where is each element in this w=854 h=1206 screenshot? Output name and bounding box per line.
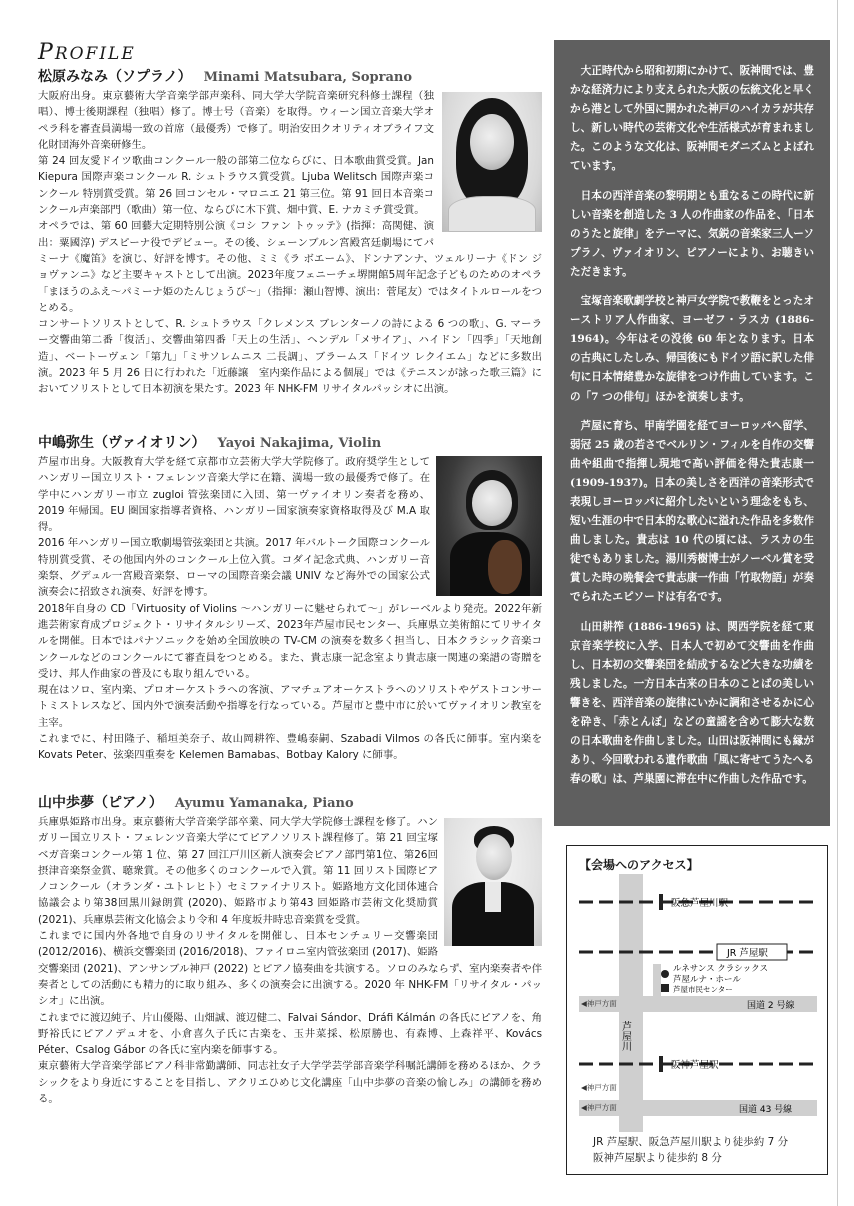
artist-name-jp: 中嶋弥生（ヴァイオリン）: [38, 435, 206, 451]
side-road: [653, 964, 661, 996]
bio-paragraph: コンサートソリストとして、R. シュトラウス「クレメンス ブレンターノの詩による 6 つの歌」、G. マーラー交響曲第二番「復活」、交響曲第四番「天上の生活」、ヘンデル「メサイア」、ハイドン「四季」「天地創造」、ベートーヴェン「第九」「ミサソレムニス 二長調」、ブラームス「ドイツ レクイエム」などに多数出演。2023 年 5 月 26 日に行われた「近藤譲 室内楽作品による個展」では《テニスンが詠った歌三篇》においてソリストとして日本初演を果たす。2023 年 NHK-FM リサイタルパッシオに出演。: [38, 318, 542, 396]
heading-cap: P: [38, 40, 55, 65]
violin-photo: [436, 456, 542, 596]
artist-name-line: [38, 432, 542, 454]
bio-paragraph: 2016 年ハンガリー国立歌劇場管弦楽団と共演。2017 年バルトーク国際コンクール特別賞受賞、その他国内外のコンクール上位入賞。コダイ記念式典、ハンガリー音楽祭、グデュル一宮殿音楽祭、ローマの国際音楽会議 UNIV など海外での国家公式演奏会に招致され演奏、好評を博す。: [38, 537, 430, 599]
route2-label: 国道 2 号線: [747, 1001, 795, 1011]
bio-paragraph: これまでに国内外各地で自身のリサイタルを開催し、日本センチュリー交響楽団 (2012/2016)、横浜交響楽団 (2016/2018)、ファイロニ室内管弦楽団 (2017)、姫路交響楽団 (2021)、アンサンブル神戸 (2022) とピアノ協奏曲を共演する。ソロのみならず、室内楽奏者や伴奏者としての活動にも精力的に取り組み、多くの演奏会に出演する。2020 年 NHK-FM「リサイタル・パッシオ」に出演。: [38, 930, 542, 1008]
river-label: 芦屋川: [619, 1021, 631, 1051]
center-marker: [661, 984, 669, 992]
panel-paragraph: 日本の西洋音楽の黎明期とも重なるこの時代に新しい音楽を創造した 3 人の作曲家の作品を、「日本のうたと旋律」をテーマに、気鋭の音楽家三人ーソプラノ、ヴァイオリン、ピアノーにより、お聴きいただきます。: [570, 189, 814, 278]
panel-paragraph: 芦屋に育ち、甲南学園を経てヨーロッパへ留学、弱冠 25 歳の若さでベルリン・フィルを自作の交響曲や組曲で指揮し現地で高い評価を得た貴志康一 (1909-1937)。日本の美しさを西洋の音楽形式で表現しヨーロッパに紹介したいという理念をもち、短い生涯の中で日本的な歌心に溢れた作品を多数作曲しました。貴志は 10 代の頃には、ラスカの生徒でもありました。湯川秀樹博士がノーベル賞を受賞した時の晩餐会で貴志康一作曲「竹取物語」が奏でられたエピソードは有名です。: [570, 419, 814, 604]
artist-name-en: Yayoi Nakajima, Violin: [217, 436, 382, 451]
artist-piano: [38, 792, 542, 1152]
soprano-photo: [442, 92, 542, 232]
kobe-direction-label: ◀神戸方面: [581, 1083, 617, 1092]
hanshin-station-marker: [659, 1056, 663, 1072]
hankyu-station-label: 阪急芦屋川駅: [671, 898, 729, 909]
artist-name-jp: 松原みなみ（ソプラノ）: [38, 69, 192, 85]
venue-label-2: 芦屋ルナ・ホール: [673, 975, 741, 985]
artist-name-en: Minami Matsubara, Soprano: [203, 70, 412, 85]
panel-paragraph: 大正時代から昭和初期にかけて、阪神間では、豊かな経済力により支えられた大阪の伝統文化と早くから港として外国に開かれた神戸のハイカラが共存し、新しい時代の芸術文化や生活様式が育まれました。このような文化は、阪神間モダニズムとよばれています。: [570, 65, 814, 173]
access-title: 【会場へのアクセス】: [579, 858, 699, 872]
concept-panel: [554, 40, 830, 826]
panel-paragraph: 宝塚音楽歌劇学校と神戸女学院で教鞭をとったオーストリア人作曲家、ヨーゼフ・ラスカ (1886-1964)。今年はその没後 60 年となります。日本の古典にしたしみ、帰国後にもドイツ語に訳した俳句に日本情緒豊かな旋律をつけ作曲しています。この「7 つの俳句」ほかを演奏します。: [570, 295, 814, 403]
access-caption-line: 阪神芦屋駅より徒歩約 8 分: [593, 1152, 722, 1164]
bio-paragraph: 2018年自身の CD「Virtuosity of Violins ～ハンガリーに魅せられて～」がレーベルより発売。2022年新進芸術家育成プロジェクト・リサイタルシリーズ、2023年芦屋市民センター、兵庫県立美術館にてリサイタルを開催。日本ではパナソニックを始め全国放映の TV-CM の演奏を数多く担当し、日本クラシック音楽コンクールなどのコンクールにて審査員をつとめる。また、貴志康一記念室より貴志康一関連の楽譜の寄贈を受け、邦人作曲家の普及にも取り組んでいる。: [38, 602, 542, 680]
hanshin-station-label: 阪神芦屋駅: [671, 1060, 719, 1071]
bio-paragraph: 現在はソロ、室内楽、プロオーケストラへの客演、アマチュアオーケストラへのソリストやゲストコンサートミストレスなど、国内外で演奏活動や指導を行なっている。芦屋市と豊中市に於いてヴァイオリン教室を主宰。: [38, 684, 542, 729]
artist-soprano: [38, 66, 542, 432]
venue-marker: [661, 970, 669, 978]
route43-label: 国道 43 号線: [739, 1105, 793, 1115]
profile-heading: [38, 40, 542, 66]
bio-paragraph: 大阪府出身。東京藝術大学音楽学部声楽科、同大学大学院音楽研究科修士課程（独唱）、博士後期課程（独唱）修了。博士号（音楽）を取得。ウィーン国立音楽大学オペラ科を審査員満場一致の首席（最優秀）で修了。明治安田クオリティオブライフ文化財団海外音楽研修生。: [38, 90, 434, 151]
access-box: [566, 845, 828, 1175]
bio-paragraph: オペラでは、第 60 回藝大定期特別公演《コシ ファン トゥッテ》(指揮：高関健、演出：粟國淳) デスピーナ役でデビュー。その後、シェーンブルン宮殿宮廷劇場にてパミーナ《魔笛》を演じ、好評を博す。その他、ミミ《ラ ボエーム》、ドンナアンナ、ツェルリーナ《ドン ジョヴァンニ》など主要キャストとして出演。2023年度フェニーチェ堺開館5周年記念子どものためのオペラ「まほうのふえ～パミーナ姫のたんじょうび～」（指揮：瀬山智博、演出：菅尾友）ではタイトルロールをつとめる。: [38, 220, 542, 314]
bio-paragraph: これまでに、村田隆子、稲垣美奈子、故山岡耕筰、豊嶋泰嗣、Szabadi Vilmos の各氏に師事。室内楽を Kovats Peter、弦楽四重奏を Kelemen Bamabas、Botbay Kalory に師事。: [38, 733, 542, 762]
venue-label-3: 芦屋市民センター: [673, 985, 733, 994]
artist-name-jp: 山中歩夢（ピアノ）: [38, 795, 163, 811]
page-border: [837, 0, 838, 1206]
kobe-direction-label: ◀神戸方面: [581, 1103, 617, 1112]
artist-name-line: [38, 792, 542, 814]
access-map: [567, 846, 829, 1176]
jr-station-label: JR 芦屋駅: [727, 948, 768, 959]
access-caption: [593, 1134, 788, 1166]
panel-paragraph: 山田耕筰 (1886-1965) は、関西学院を経て東京音楽学校に入学、日本人で初めて交響曲を作曲し、日本初の交響楽団を結成するなど大きな功績を残しました。一方日本古来の日本のことばの美しい響きを、西洋音楽の旋律にいかに調和させるかに心を砕き、「赤とんぼ」などの童謡を含めて膨大な数の日本歌曲を作曲しました。山田は阪神間にも縁があり、今回歌われる遺作歌曲「風に寄せてうたへる春の歌」は、芦巣園に滞在中に作曲した作品です。: [570, 620, 814, 786]
artist-violin: [38, 432, 542, 792]
bio-paragraph: 兵庫県姫路市出身。東京藝術大学音楽学部卒業、同大学大学院修士課程を修了。ハンガリー国立リスト・フェレンツ音楽大学にてピアノソリスト課程修了。第 21 回宝塚ベガ音楽コンクール第 1 位、第 27 回江戸川区新人演奏会ピアノ部門第1位、第26回摂津音楽祭金賞、聴衆賞。その他多くのコンクールで入賞。第 11 回リスト国際ピアノコンクール（オランダ・ユトレヒト）セミファイナリスト。姫路地方文化団体連合協議会より第38回黒川録朗賞 (2020)、姫路市より第43 回姫路市芸術文化奨励賞 (2021)、兵庫県芸術文化協会より令和 4 年度坂井時忠音楽賞を受賞。: [38, 816, 438, 926]
bio-paragraph: 芦屋市出身。大阪教育大学を経て京都市立芸術大学大学院修了。政府奨学生としてハンガリー国立リスト・フェレンツ音楽大学に在籍、満場一致の最優秀で修了。在学中にハンガリー市立 zugloi 管弦楽団に入団、第一ヴァイオリン奏者を務め、2019 年帰国。EU 圏国家指導者資格、ハンガリー国家演奏家資格取得及び M.A 取得。: [38, 456, 430, 534]
piano-photo: [444, 818, 542, 946]
kobe-direction-label: ◀神戸方面: [581, 999, 617, 1008]
heading-rest: ROFILE: [54, 44, 136, 64]
bio-paragraph: 第 24 回友愛ドイツ歌曲コンクール一般の部第二位ならびに、日本歌曲賞受賞。Jan Kiepura 国際声楽コンクール R. シュトラウス賞受賞。Ljuba Welitsch 国際声楽コンクール 特別賞受賞。第 26 回コンセル・マロニエ 21 第三位。第 91 回日本音楽コンクール声楽部門（歌曲）第一位、ならびに木下賞、畑中賞、E. ナカミチ賞受賞。: [38, 155, 434, 217]
bio-paragraph: これまでに渡辺純子、片山優陽、山畑誠、渡辺健二、Falvai Sándor、Dráfi Kálmán の各氏にピアノを、角野裕氏にピアノデュオを、小倉喜久子氏に古楽を、玉井菜採、松原勝也、有森博、上森祥平、Kovács Péter、Csalog Gábor の各氏に室内楽を師事する。: [38, 1011, 542, 1057]
access-caption-line: JR 芦屋駅、阪急芦屋川駅より徒歩約 7 分: [593, 1136, 789, 1148]
hankyu-station-marker: [659, 894, 663, 910]
violin-shape: [488, 540, 522, 594]
artist-name-line: [38, 66, 542, 88]
venue-label-1: ルネサンス クラシックス: [673, 964, 769, 974]
profile-column: [38, 40, 542, 1152]
bio-paragraph: 東京藝術大学音楽学部ピアノ科非常勤講師、同志社女子大学学芸学部音楽学科嘱託講師を務めるほか、クラシックをより身近にすることを目指し、アクリエひめじ文化講座「山中歩夢の音楽の愉しみ」の講師を務める。: [38, 1060, 542, 1106]
artist-name-en: Ayumu Yamanaka, Piano: [174, 796, 354, 811]
